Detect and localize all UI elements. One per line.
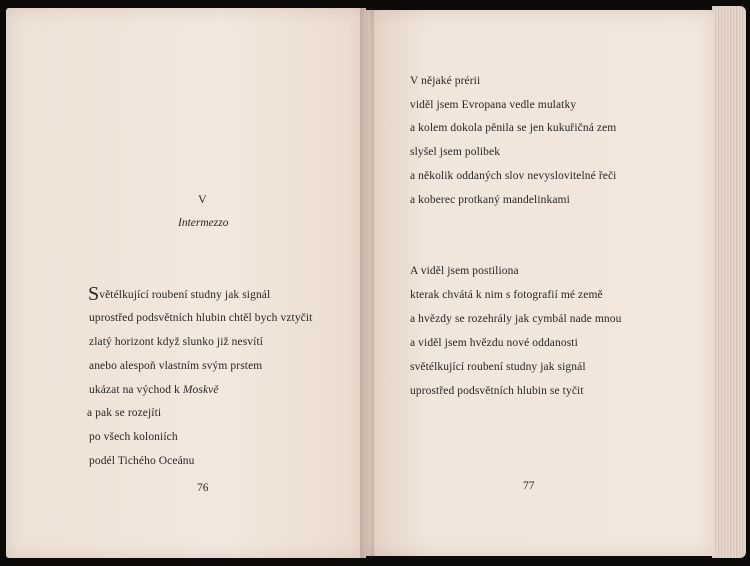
poem-line: a koberec protkaný mandelinkami xyxy=(410,194,570,206)
poem-line-moskve xyxy=(89,384,219,396)
drop-cap: S xyxy=(88,283,100,305)
poem-line: anebo alespoň vlastním svým prstem xyxy=(89,360,263,372)
poem-line: zlatý horizont když slunko již nesvítí xyxy=(89,336,264,348)
poem-line: a kolem dokola pěnila se jen kukuřičná zem xyxy=(410,122,617,134)
poem-line: a viděl jsem hvězdu nové oddanosti xyxy=(410,337,578,349)
page-number-right: 77 xyxy=(523,480,535,492)
left-page xyxy=(6,8,366,558)
poem-line-text: ukázat na východ k xyxy=(89,384,183,396)
poem-line-italic: Moskvě xyxy=(182,384,219,396)
poem-line: a několik oddaných slov nevyslovitelné řeči xyxy=(410,170,617,182)
book-spine xyxy=(360,8,374,558)
poem-line-text: větélkující roubení studny jak signál xyxy=(99,289,271,301)
poem-line: světélkující roubení studny jak signál xyxy=(410,361,586,373)
poem-line: uprostřed podsvětních hlubin se tyčit xyxy=(410,385,584,397)
poem-line: a hvězdy se rozehrály jak cymbál nade mnou xyxy=(410,313,622,325)
poem-line: viděl jsem Evropana vedle mulatky xyxy=(410,99,577,111)
poem-line: po všech koloniích xyxy=(89,431,178,443)
page-edges xyxy=(712,6,746,558)
poem-line-first xyxy=(88,284,270,304)
section-title: Intermezzo xyxy=(178,217,229,229)
right-page xyxy=(366,10,714,556)
poem-line: kterak chvátá k nim s fotografií mé země xyxy=(410,289,603,301)
section-number: V xyxy=(198,192,207,206)
poem-line: a pak se rozejíti xyxy=(87,407,162,419)
poem-line: uprostřed podsvětních hlubin chtěl bych vztyčit xyxy=(89,312,313,324)
poem-line: slyšel jsem polibek xyxy=(410,146,501,158)
page-number-left: 76 xyxy=(197,482,209,494)
poem-line: podél Tichého Oceánu xyxy=(89,455,195,467)
poem-line: A viděl jsem postiliona xyxy=(410,265,519,277)
poem-line: V nějaké prérii xyxy=(410,75,481,87)
